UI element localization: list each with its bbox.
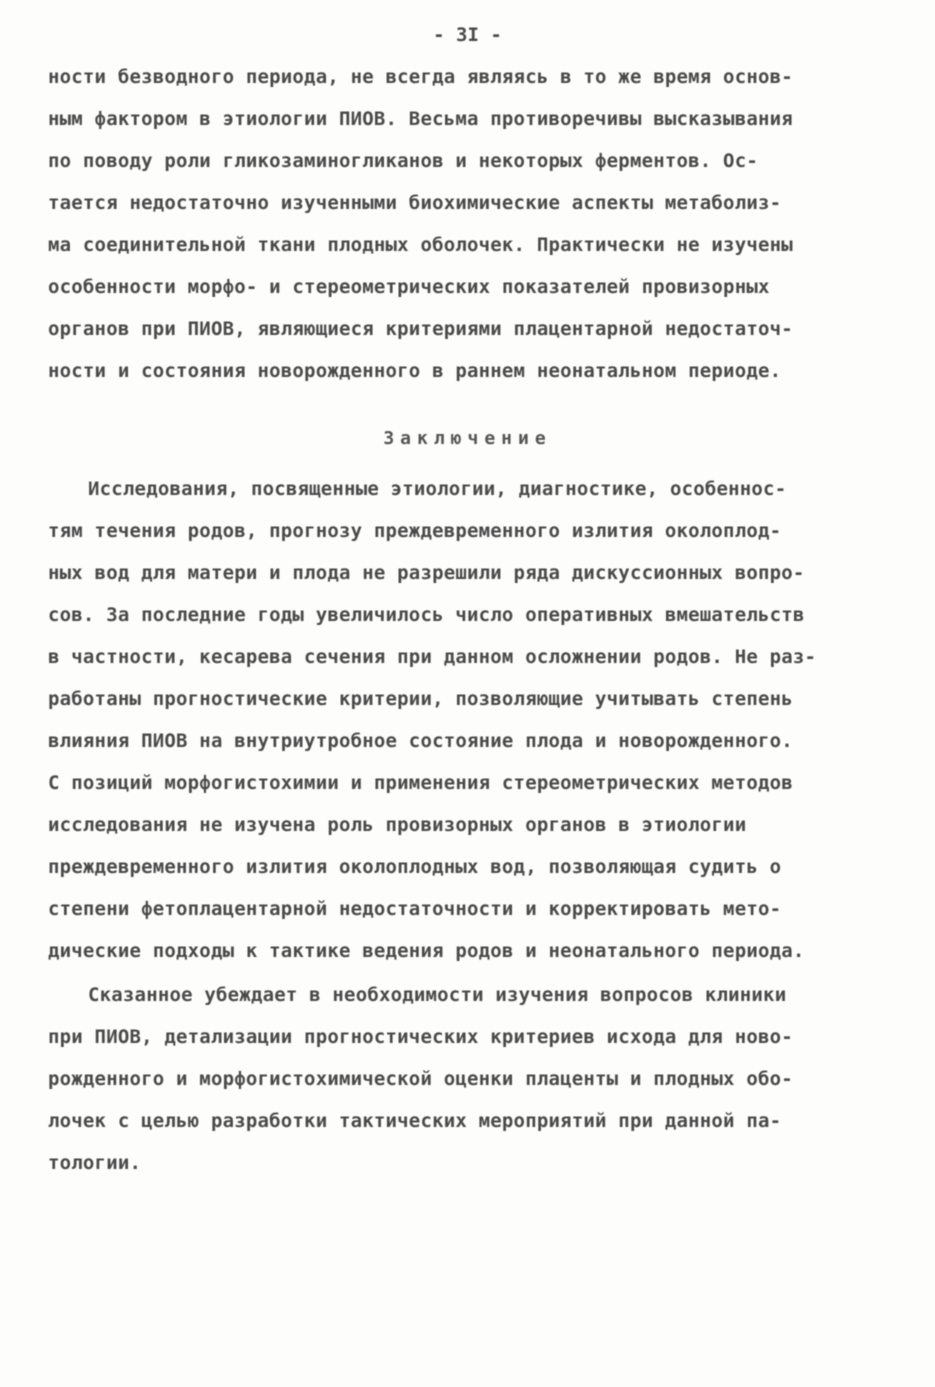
final-line-1: Сказанное убеждает в необходимости изучения вопросов клиники	[88, 984, 787, 1006]
intro-line-1: ности безводного периода, не всегда являясь в то же время основ-	[48, 66, 793, 88]
conclusion-line-11: степени фетоплацентарной недостаточности и корректировать мето-	[48, 898, 782, 920]
conclusion-line-6: работаны прогностические критерии, позволяющие учитывать степень	[48, 688, 793, 710]
final-line-2: при ПИОВ, детализации прогностических критериев исхода для ново-	[48, 1026, 793, 1048]
intro-line-8: ности и состояния новорожденного в раннем неонатальном периоде.	[48, 360, 782, 382]
conclusion-line-1: Исследования, посвященные этиологии, диагностике, особеннос-	[88, 478, 787, 500]
intro-line-6: особенности морфо- и стереометрических показателей провизорных	[48, 276, 770, 298]
final-line-4: лочек с целью разработки тактических мероприятий при данной па-	[48, 1110, 782, 1132]
conclusion-line-12: дические подходы к тактике ведения родов и неонатального периода.	[48, 940, 805, 962]
conclusion-line-3: ных вод для матери и плода не разрешили ряда дискуссионных вопро-	[48, 562, 805, 584]
conclusion-line-9: исследования не изучена роль провизорных органов в этиологии	[48, 814, 747, 836]
conclusion-line-8: С позиций морфогистохимии и применения стереометрических методов	[48, 772, 793, 794]
conclusion-line-5: в частности, кесарева сечения при данном осложнении родов. Не раз-	[48, 646, 817, 668]
conclusion-line-10: преждевременного излития околоплодных вод, позволяющая судить о	[48, 856, 782, 878]
intro-line-5: ма соединительной ткани плодных оболочек. Практически не изучены	[48, 234, 793, 256]
page-number: - 3I -	[433, 24, 502, 46]
section-heading: Заключение	[383, 428, 552, 449]
intro-line-4: тается недостаточно изученными биохимические аспекты метаболиз-	[48, 192, 782, 214]
final-line-5: тологии.	[48, 1152, 142, 1174]
intro-line-7: органов при ПИОВ, являющиеся критериями плацентарной недостаточ-	[48, 318, 793, 340]
conclusion-line-2: тям течения родов, прогнозу преждевременного излития околоплод-	[48, 520, 782, 542]
conclusion-line-4: сов. За последние годы увеличилось число оперативных вмешательств	[48, 604, 805, 626]
final-line-3: рожденного и морфогистохимической оценки плаценты и плодных обо-	[48, 1068, 793, 1090]
intro-line-2: ным фактором в этиологии ПИОВ. Весьма противоречивы высказывания	[48, 108, 793, 130]
intro-line-3: по поводу роли гликозаминогликанов и некоторых ферментов. Ос-	[48, 150, 758, 172]
conclusion-line-7: влияния ПИОВ на внутриутробное состояние плода и новорожденного.	[48, 730, 793, 752]
